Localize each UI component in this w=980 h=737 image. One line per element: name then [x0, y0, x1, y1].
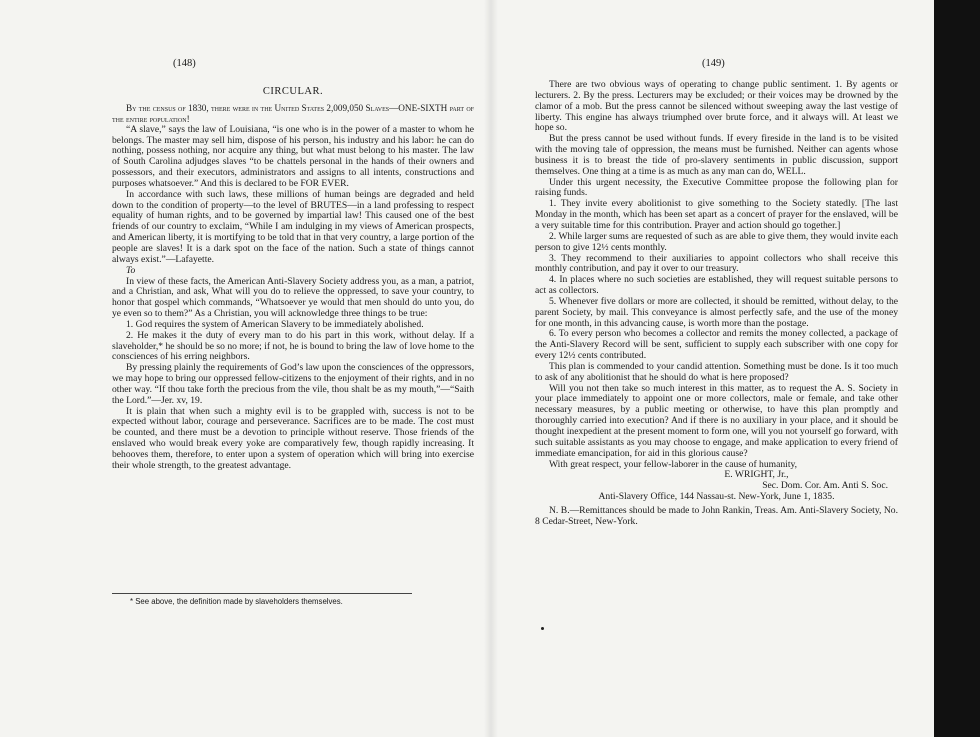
right-page: [535, 80, 898, 528]
left-page-number: (148): [173, 58, 196, 69]
right-page-number: (149): [702, 58, 725, 69]
gutter-shadow: [484, 0, 498, 737]
scan-dark-edge: [934, 0, 980, 737]
closing: With great respect, your fellow-laborer in the cause of humanity,: [549, 458, 798, 470]
plan-item-2: 2. While larger sums are requested of such as are able to give them, they would invite each person to give 12½ cents monthly.: [535, 230, 898, 253]
paragraph-funds: But the press cannot be used without funds. If every fireside in the land is to be visited with the moving tale of oppression, the means must be furnished. Neither can agents whose business it is to breast the tide of pro-slavery sentiments in public discussion, support themselves. One thing at a time is as much as any man can do, WELL.: [535, 133, 898, 177]
plan-item-6: 6. To every person who becomes a collector and remits the money collected, a package of the Anti-Slavery Record will be sent, sufficient to supply each subscriber with one copy for every 12½ cents contributed.: [535, 328, 898, 362]
plan-item-4: 4. In places where no such societies are established, they will request suitable persons to act as collectors.: [535, 274, 898, 297]
left-page-text: [112, 103, 474, 472]
signature-title: Sec. Dom. Cor. Am. Anti S. Soc.: [762, 480, 888, 492]
nota-bene: N. B.—Remittances should be made to John Rankin, Treas. Am. Anti-Slavery Society, No. 8 Cedar-Street, New-York.: [535, 504, 898, 527]
paragraph-view-of-facts: In view of these facts, the American Anti-Slavery Society address you, as a man, a patriot, and a Christian, and ask, What will you do to relieve the oppressed, to save your country, to honor that gospel which commands, “Whatsoever ye would that men should do unto you, do ye even so to them?” As a Christian, you will acknowledge three things to be true:: [112, 275, 474, 320]
paragraph-pressing: By pressing plainly the requirements of God’s law upon the consciences of the oppressors, we may hope to bring our oppressed fellow-citizens to the enjoyment of their rights, and in no other way. “If thou take forth the precious from the vile, thou shalt be as my mouth,”—“Saith the Lord.”—Jer. xv, 19.: [112, 362, 474, 406]
ink-speck: [541, 627, 544, 630]
paragraph-necessity: Under this urgent necessity, the Executive Committee propose the following plan for raising funds.: [535, 176, 898, 199]
plan-item-5: 5. Whenever five dollars or more are collected, it should be remitted, without delay, to the parent Society, by mail. This conveyance is almost perfectly safe, and the use of the money for one month, in this advancing cause, is worth more than the postage.: [535, 295, 898, 329]
list-item-1: 1. God requires the system of American Slavery to be immediately abolished.: [126, 318, 424, 330]
paragraph-two-ways: There are two obvious ways of operating to change public sentiment. 1. By agents or lecturers. 2. By the press. Lecturers may be excluded; or their voices may be drowned by the clamor of a mob. But the press cannot be silenced without sweeping away the last vestige of liberty. This engine has always triumphed over brute force, and it always will. At least we hope so.: [535, 79, 898, 134]
list-item-2: 2. He makes it the duty of every man to do his part in this work, without delay. If a slaveholder,* he should be so no more; if not, he is bound to bring the law of love home to the consciences of his erring neighbors.: [112, 329, 474, 363]
paragraph-millions: In accordance with such laws, these millions of human beings are degraded and held down to the condition of property—to the level of BRUTES—in a land professing to respect equality of human rights, and to be governed by impartial law! This caused one of the best friends of our country to exclaim, “While I am indulging in my views of American prospects, and American liberty, it is mortifying to be told that in that very country, a large portion of the people are slaves! It is a dark spot on the face of the nation. Such a state of things cannot always exist.”—Lafayette.: [112, 188, 474, 265]
address-to: To: [126, 264, 136, 276]
circular-title: CIRCULAR.: [262, 86, 324, 97]
right-page-text: [535, 80, 898, 528]
footnote: * See above, the definition made by slaveholders themselves.: [130, 597, 343, 606]
paragraph-will-you: Will you not then take so much interest in this matter, as to request the A. S. Society in your place immediately to appoint one or more collectors, male or female, and take other necessary measures, by a public meeting or otherwise, to have this plan promptly and thoroughly carried into execution? And if there is no auxiliary in your place, and it should be thought inexpedient at the present moment to form one, will you not yourself go forward, with such suitable assistants as you may choose to engage, and make application to every friend of immediate emancipation, for aid in this glorious cause?: [535, 382, 898, 459]
signature: E. WRIGHT, Jr.,: [724, 469, 789, 481]
footnote-rule: [112, 593, 412, 594]
intro-paragraph: By the census of 1830, there were in the United States 2,009,050 Slaves—ONE-SIXTH part of the entire population!: [112, 103, 474, 124]
paragraph-mighty-evil: It is plain that when such a mighty evil is to be grappled with, success is not to be expected without labor, courage and perseverance. Sacrifices are to be made. The cost must be counted, and there must be a devotion to principle without reserve. Those friends of the enslaved who would break every yoke are comparatively few, though rapidly increasing. It behooves them, therefore, to enter upon a system of operation which will bring into exercise their whole strength, to the greatest advantage.: [112, 405, 474, 471]
plan-item-3: 3. They recommend to their auxiliaries to appoint collectors who shall receive this monthly contribution, and pay it over to our treasury.: [535, 252, 898, 275]
paragraph-louisiana-law: “A slave,” says the law of Louisiana, “is one who is in the power of a master to whom he belongs. The master may sell him, dispose of his person, his industry and his labor: he can do nothing, possess nothing, nor acquire any thing, but what must belong to his master. The law of South Carolina adjudges slaves “to be chattels personal in the hands of their owners and possessors, and their executors, administrators and assigns to all intents, constructions and purposes whatsoever.” And this is declared to be FOR EVER.: [112, 123, 474, 189]
office-address: Anti-Slavery Office, 144 Nassau-st. New-York, June 1, 1835.: [598, 491, 835, 503]
paragraph-commended: This plan is commended to your candid attention. Something must be done. Is it too much to ask of any abolitionist that he should do what is here proposed?: [535, 360, 898, 383]
plan-item-1: 1. They invite every abolitionist to give something to the Society statedly. [The last Monday in the month, which has been set apart as a concert of prayer for the enslaved, will be a very suitable time for this contribution. Prayer and action should go together.]: [535, 198, 898, 231]
left-page: [112, 78, 474, 472]
